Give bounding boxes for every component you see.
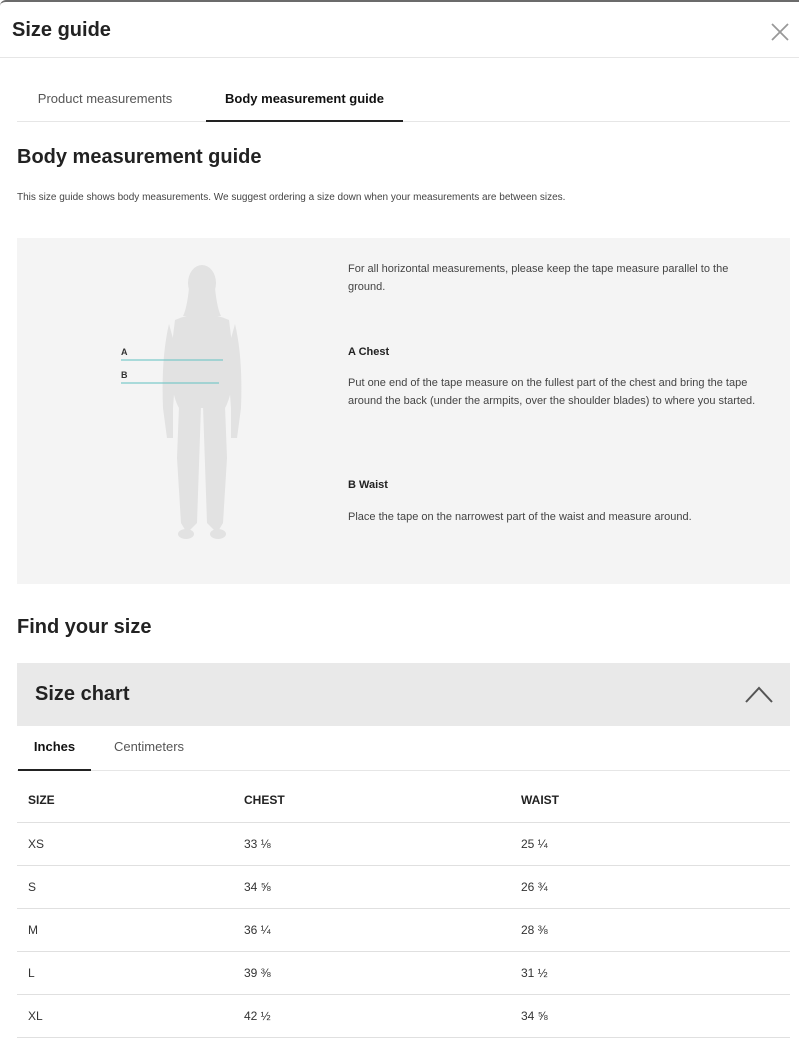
- chest-instructions: Put one end of the tape measure on the fullest part of the chest and bring the tape around the back (under the armpits, over the shoulder blades) to where you started.: [348, 377, 756, 407]
- tab-centimeters[interactable]: Centimeters: [113, 739, 185, 754]
- cell-waist: 25 ¼: [510, 822, 790, 865]
- horizontal-measurement-note: For all horizontal measurements, please keep the tape measure parallel to the ground.: [348, 263, 729, 293]
- size-chart-label: Size chart: [35, 683, 130, 705]
- close-button[interactable]: [768, 20, 792, 44]
- size-chart-accordion[interactable]: [17, 663, 790, 726]
- table-row: [17, 994, 790, 1037]
- guide-intro: This size guide shows body measurements. We suggest ordering a size down when your measurements are between sizes.: [17, 192, 566, 203]
- marker-b-label: B: [121, 370, 128, 380]
- tab-product-measurements[interactable]: Product measurements: [37, 91, 173, 106]
- cell-size: S: [17, 865, 233, 908]
- marker-a-label: A: [121, 347, 128, 357]
- cell-chest: 36 ¼: [233, 908, 510, 951]
- column-header-waist: WAIST: [510, 779, 790, 822]
- waist-title: B Waist: [348, 479, 388, 491]
- column-header-chest: CHEST: [233, 779, 510, 822]
- cell-chest: 42 ½: [233, 994, 510, 1037]
- cell-waist: 34 ⅝: [510, 994, 790, 1037]
- tab-inches[interactable]: Inches: [18, 727, 91, 771]
- close-icon[interactable]: [768, 20, 792, 44]
- table-row: [17, 951, 790, 994]
- column-header-size: SIZE: [17, 779, 233, 822]
- table-header-row: [17, 779, 790, 822]
- body-figure-illustration: [117, 258, 277, 548]
- table-row: [17, 822, 790, 865]
- chest-title: A Chest: [348, 346, 390, 358]
- table-row: [17, 908, 790, 951]
- table-row: [17, 865, 790, 908]
- measurement-guide-panel: [17, 238, 790, 584]
- size-chart-table: [17, 779, 790, 1038]
- cell-waist: 26 ¾: [510, 865, 790, 908]
- cell-chest: 34 ⅝: [233, 865, 510, 908]
- guide-tabs: [17, 78, 790, 122]
- modal-title: Size guide: [12, 19, 111, 41]
- guide-heading: Body measurement guide: [17, 146, 262, 168]
- cell-size: L: [17, 951, 233, 994]
- cell-chest: 39 ⅜: [233, 951, 510, 994]
- chevron-up-icon[interactable]: [744, 683, 774, 705]
- cell-size: M: [17, 908, 233, 951]
- cell-size: XL: [17, 994, 233, 1037]
- cell-size: XS: [17, 822, 233, 865]
- modal-header: [0, 0, 799, 58]
- tab-body-measurement-guide[interactable]: Body measurement guide: [206, 78, 403, 122]
- cell-chest: 33 ⅛: [233, 822, 510, 865]
- waist-instructions: Place the tape on the narrowest part of the waist and measure around.: [348, 511, 692, 523]
- find-size-heading: Find your size: [17, 616, 152, 638]
- cell-waist: 31 ½: [510, 951, 790, 994]
- cell-waist: 28 ⅜: [510, 908, 790, 951]
- unit-tabs: [17, 727, 790, 771]
